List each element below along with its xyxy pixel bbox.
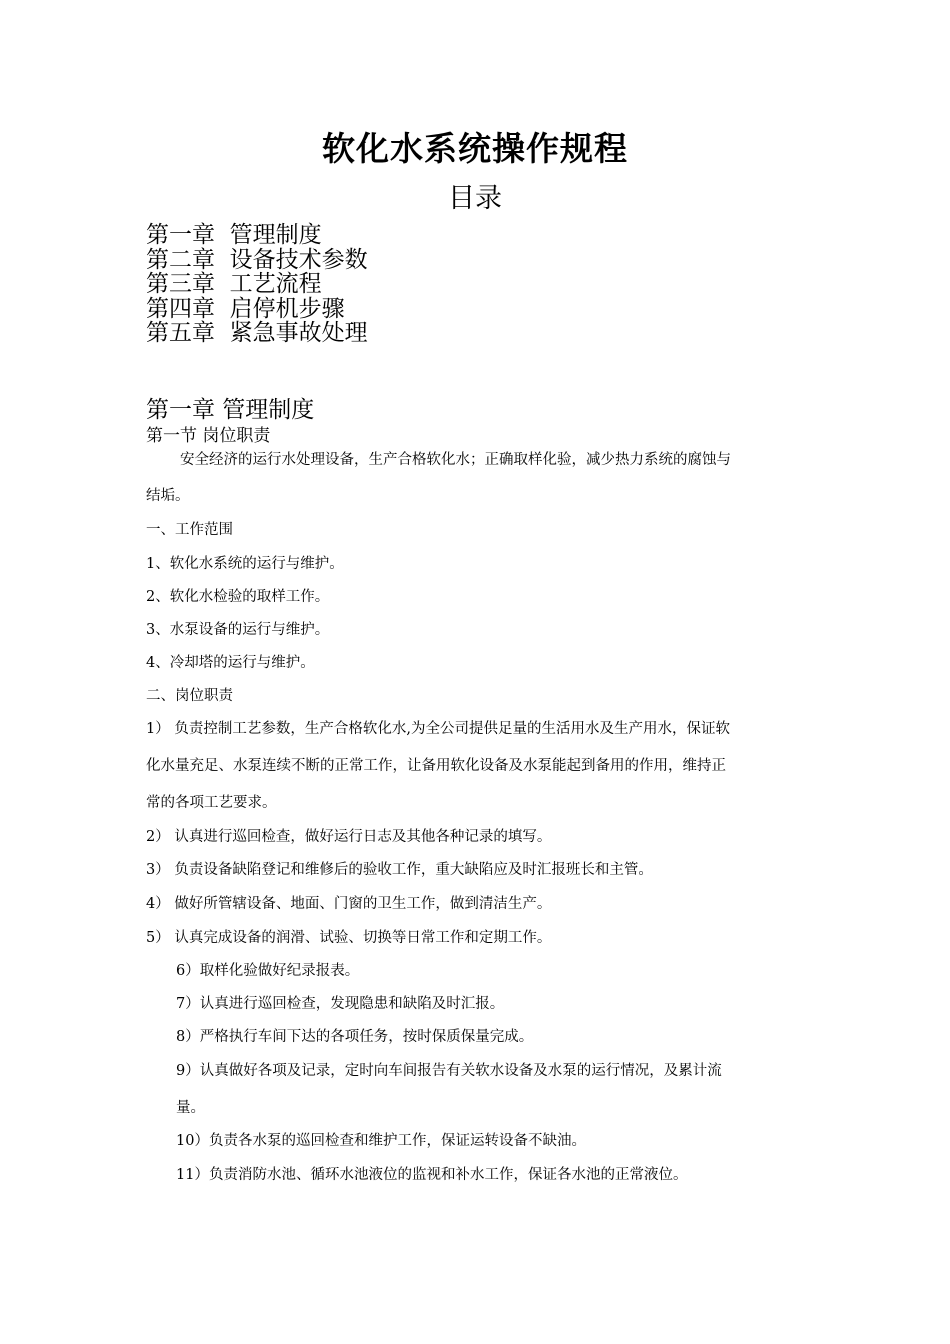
section-1-heading: 第一节 岗位职责 (146, 426, 271, 446)
duties-heading: 二、岗位职责 (146, 688, 233, 704)
duty-4: 4） 做好所管辖设备、地面、门窗的卫生工作，做到清洁生产。 (146, 896, 552, 912)
duty-10: 10）负责各水泵的巡回检查和维护工作，保证运转设备不缺油。 (176, 1133, 586, 1149)
duty-1-line-1: 1） 负责控制工艺参数，生产合格软化水,为全公司提供足量的生活用水及生产用水，保证软 (146, 721, 730, 737)
table-of-contents (146, 223, 368, 346)
toc-item-chapter-5: 第五章 紧急事故处理 (146, 320, 368, 346)
duty-6: 6）取样化验做好纪录报表。 (176, 963, 360, 979)
toc-heading: 目录 (448, 183, 502, 214)
intro-paragraph-line-1: 安全经济的运行水处理设备，生产合格软化水；正确取样化验，减少热力系统的腐蚀与 (180, 452, 731, 468)
document-title: 软化水系统操作规程 (322, 129, 628, 168)
duty-8: 8）严格执行车间下达的各项任务，按时保质保量完成。 (176, 1029, 534, 1045)
duty-3: 3） 负责设备缺陷登记和维修后的验收工作，重大缺陷应及时汇报班长和主管。 (146, 862, 653, 878)
duty-11: 11）负责消防水池、循环水池液位的监视和补水工作，保证各水池的正常液位。 (176, 1167, 688, 1183)
intro-paragraph-line-2: 结垢。 (146, 488, 190, 504)
duty-1-line-2: 化水量充足、水泵连续不断的正常工作，让备用软化设备及水泵能起到备用的作用，维持正 (146, 758, 726, 774)
toc-item-chapter-1: 第一章 管理制度 (146, 222, 322, 248)
duty-5: 5） 认真完成设备的润滑、试验、切换等日常工作和定期工作。 (146, 930, 552, 946)
toc-item-chapter-2: 第二章 设备技术参数 (146, 246, 368, 273)
scope-item-1: 1、软化水系统的运行与维护。 (146, 556, 344, 572)
duty-9-line-1: 9）认真做好各项及记录，定时向车间报告有关软水设备及水泵的运行情况，及累计流 (176, 1063, 722, 1079)
scope-item-3: 3、水泵设备的运行与维护。 (146, 622, 330, 638)
scope-item-2: 2、软化水检验的取样工作。 (146, 589, 330, 605)
duty-7: 7）认真进行巡回检查，发现隐患和缺陷及时汇报。 (176, 996, 505, 1012)
scope-item-4: 4、冷却塔的运行与维护。 (146, 655, 315, 671)
scope-heading: 一、工作范围 (146, 522, 233, 538)
duty-1-line-3: 常的各项工艺要求。 (146, 795, 277, 811)
chapter-1-heading: 第一章 管理制度 (146, 397, 315, 423)
duty-9-line-2: 量。 (176, 1100, 205, 1116)
duty-2: 2） 认真进行巡回检查，做好运行日志及其他各种记录的填写。 (146, 829, 552, 845)
toc-item-chapter-3: 第三章 工艺流程 (146, 271, 322, 297)
toc-item-chapter-4: 第四章 启停机步骤 (146, 295, 345, 322)
